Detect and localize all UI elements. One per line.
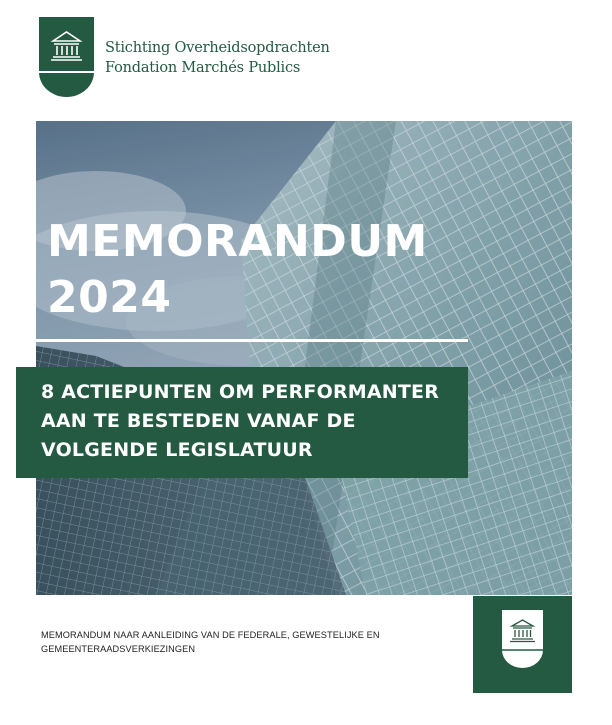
organization-name-french: Fondation Marchés Publics <box>105 60 301 76</box>
building-photo <box>36 121 572 595</box>
title-line-memorandum: MEMORANDUM <box>47 216 428 267</box>
organization-name <box>105 38 330 78</box>
courthouse-shield-icon <box>502 610 543 670</box>
title-line-year: 2024 <box>47 272 172 323</box>
subtitle-line: 8 ACTIEPUNTEN OM PERFORMANTER <box>41 381 440 403</box>
subtitle-text <box>41 378 439 465</box>
title-underline <box>36 339 468 342</box>
subtitle-line: VOLGENDE LEGISLATUUR <box>41 439 313 461</box>
courthouse-shield-icon <box>39 17 94 97</box>
organization-name-dutch: Stichting Overheidsopdrachten <box>105 40 330 56</box>
subtitle-line: AAN TE BESTEDEN VANAF DE <box>41 410 356 432</box>
footer-description: MEMORANDUM NAAR AANLEIDING VAN DE FEDERALE, GEWESTELIJKE EN GEMEENTERAADSVERKIEZINGEN <box>41 630 380 654</box>
cover-title <box>47 214 428 326</box>
